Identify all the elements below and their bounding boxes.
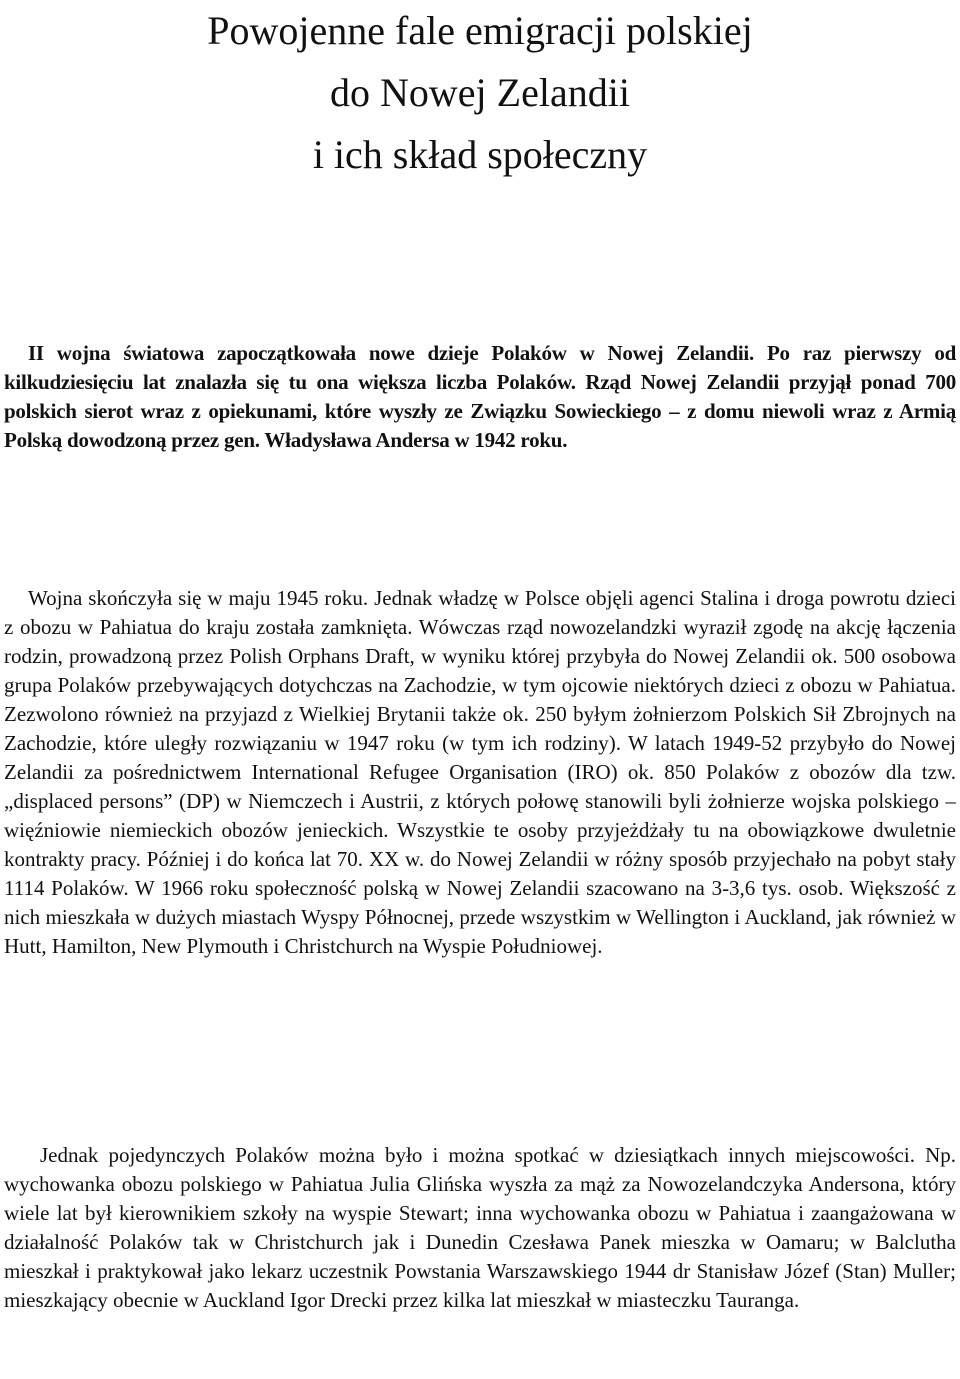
title-line-2: do Nowej Zelandii <box>330 70 630 115</box>
body-paragraph-third: Jednak pojedynczych Polaków można było i można spotkać w dziesiątkach innych miejscowości. Np. wychowanka obozu polskiego w Pahiatua Julia Glińska wyszła za mąż za Nowozelandczyka Andersona, który wiele lat był kierownikiem szkoły na wyspie Stewart; inna wychowanka obozu w Pahiatua i zaangażowana w działalność Polaków tak w Christchurch jak i Dunedin Czesława Panek mieszka w Oamaru; w Balclutha mieszkał i praktykował jako lekarz uczestnik Powstania Warszawskiego 1944 dr Stanisław Józef (Stan) Muller; mieszkający obecnie w Auckland Igor Drecki przez kilka lat mieszkał w miasteczku Tauranga. <box>4 1143 956 1312</box>
title-line-1: Powojenne fale emigracji polskiej <box>207 8 753 53</box>
document-title <box>0 0 960 186</box>
intro-paragraph: II wojna światowa zapoczątkowała nowe dzieje Polaków w Nowej Zelandii. Po raz pierwszy od kilkudziesięciu lat znalazła się tu ona większa liczba Polaków. Rząd Nowej Zelandii przyjął ponad 700 polskich sierot wraz z opiekunami, które wyszły ze Związku Sowieckiego – z domu niewoli wraz z Armią Polską dowodzoną przez gen. Władysława Andersa w 1942 roku. <box>4 341 956 452</box>
title-line-3: i ich skład społeczny <box>312 132 648 177</box>
body-paragraph-second: Wojna skończyła się w maju 1945 roku. Jednak władzę w Polsce objęli agenci Stalina i droga powrotu dzieci z obozu w Pahiatua do kraju została zamknięta. Wówczas rząd nowozelandzki wyraził zgodę na akcję łączenia rodzin, prowadzoną przez Polish Orphans Draft, w wyniku której przybyła do Nowej Zelandii ok. 500 osobowa grupa Polaków przebywających dotychczas na Zachodzie, w tym ojcowie niektórych dzieci z obozu w Pahiatua. Zezwolono również na przyjazd z Wielkiej Brytanii także ok. 250 byłym żołnierzom Polskich Sił Zbrojnych na Zachodzie, które uległy rozwiązaniu w 1947 roku (w tym ich rodziny). W latach 1949-52 przybyło do Nowej Zelandii za pośrednictwem International Refugee Organisation (IRO) ok. 850 Polaków z obozów dla tzw. „displaced persons” (DP) w Niemczech i Austrii, z których połowę stanowili byli żołnierze wojska polskiego – więźniowie niemieckich obozów jenieckich. Wszystkie te osoby przyjeżdżały tu na obowiązkowe dwuletnie kontrakty pracy. Później i do końca lat 70. XX w. do Nowej Zelandii w różny sposób przyjechało na pobyt stały 1114 Polaków. W 1966 roku społeczność polską w Nowej Zelandii szacowano na 3-3,6 tys. osob. Większość z nich mieszkała w dużych miastach Wyspy Północnej, przede wszystkim w Wellington i Auckland, jak również w Hutt, Hamilton, New Plymouth i Christchurch na Wyspie Południowej. <box>4 586 956 958</box>
